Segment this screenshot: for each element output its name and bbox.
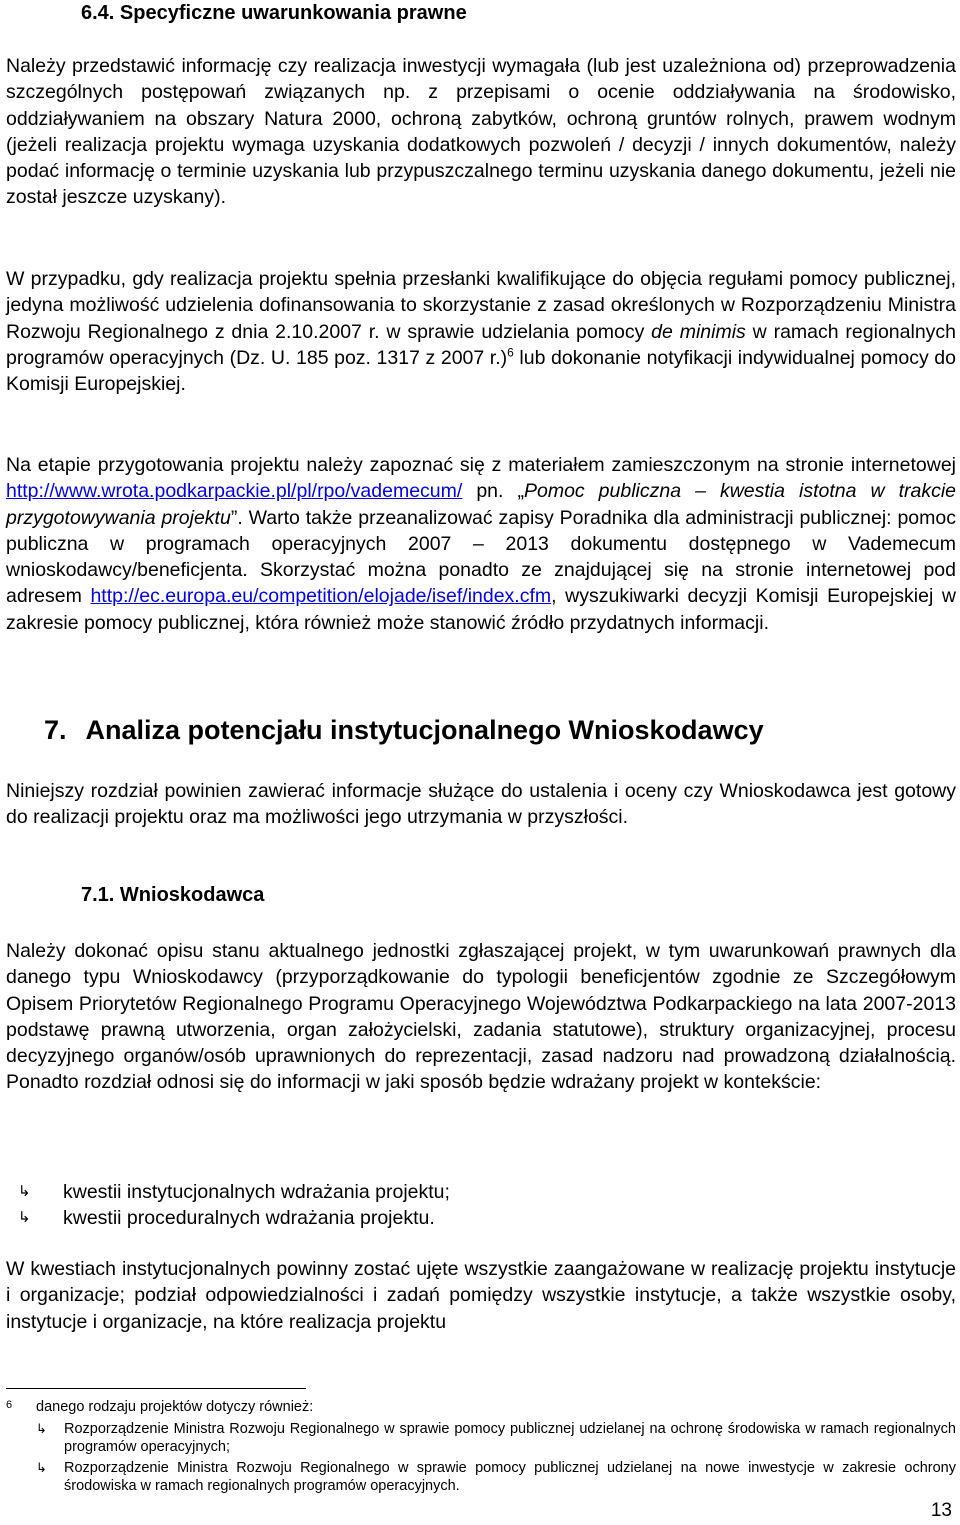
text-span: Na etapie przygotowania projektu należy zapoznać się z materiałem zamieszczonym na stronie internetowej — [6, 454, 956, 476]
section-number: 7.1. — [81, 884, 115, 906]
footnote-item-text: Rozporządzenie Ministra Rozwoju Regionalnego w sprawie pomocy publicznej udzielanej na ochronę środowiska w ramach regionalnych programów operacyjnych; — [64, 1421, 956, 1456]
section-heading-7 — [44, 715, 764, 746]
footnote-item-text: Rozporządzenie Ministra Rozwoju Regionalnego w sprawie pomocy publicznej udzielanej na nowe inwestycje w zakresie ochrony środowiska w ramach regionalnych programów operacyjnych. — [64, 1459, 956, 1494]
footnote-item — [36, 1420, 956, 1457]
text-span: W przypadku, gdy realizacja projektu spełnia przesłanki kwalifikujące do objęcia regułami pomocy publicznej, jedyna możliwość udzielenia dofinansowania to skorzystanie z zasad określonych w Rozporządzeniu Ministra Rozwoju Regionalnego z dnia 2.10.2007 r. w sprawie udzielania pomocy — [6, 268, 956, 343]
text-span: lub dokonanie notyfikacji indywidualnej pomocy do Komisji Europejskiej. — [6, 346, 956, 396]
section-title: Wnioskodawca — [119, 884, 265, 906]
ec-europa-link[interactable]: http://ec.europa.eu/competition/elojade/isef/index.cfm — [90, 585, 552, 608]
section-heading-7-1 — [81, 884, 264, 907]
paragraph-institutional: W kwestiach instytucjonalnych powinny zostać ujęte wszystkie zaangażowane w realizację projektu instytucje i organizacje; podział odpowiedzialności i zadań pomiędzy wszystkie instytucje, a także wszystkie osoby, instytucje i organizacje, na które realizacja projektu — [6, 1258, 956, 1333]
text-span: ”. Warto także przeanalizować zapisy Poradnika dla administracji publicznej: pomoc publiczna w programach operacyjnych 2007 – 2013 dokumentu dostępnego w Vademecum wnioskodawcy/beneficjenta. Skorzystać można ponadto ze znajdującej się na stronie internetowej pod adresem — [6, 506, 956, 608]
arrow-bullet-icon: ↳ — [18, 1183, 31, 1200]
section-heading-6-4 — [81, 2, 467, 25]
section-number: 7. — [44, 715, 67, 745]
list-item — [6, 1205, 450, 1231]
paragraph-state-aid — [6, 266, 956, 397]
footnote-ref[interactable]: 6 — [507, 345, 514, 360]
paragraph-preparation — [6, 452, 956, 636]
vademecum-link[interactable]: http://www.wrota.podkarpackie.pl/pl/rpo/vademecum/ — [6, 480, 463, 503]
footnote-list — [36, 1420, 956, 1497]
list-item-text: kwestii instytucjonalnych wdrażania projektu; — [63, 1181, 450, 1203]
text-span: , wyszukiwarki decyzji Komisji Europejskiej w zakresie pomocy publicznej, która również może stanowić źródło przydatnych informacji. — [6, 585, 956, 634]
arrow-bullet-icon: ↳ — [36, 1421, 47, 1436]
text-span: w ramach regionalnych programów operacyjnych (Dz. U. 185 poz. 1317 z 2007 r.) — [6, 320, 957, 369]
arrow-bullet-icon: ↳ — [18, 1209, 31, 1227]
footnote-divider — [6, 1388, 306, 1389]
section-title: Analiza potencjału instytucjonalnego Wnioskodawcy — [85, 715, 764, 745]
paragraph-legal-conditions: Należy przedstawić informację czy realizacja inwestycji wymagała (lub jest uzależniona od) przeprowadzenia szczególnych postępowań związanych np. z przepisami o ocenie oddziaływania na środowisko, oddziaływaniem na obszary Natura 2000, ochroną zabytków, ochroną gruntów rolnych, prawem wodnym (jeżeli realizacja projektu wymaga uzyskania dodatkowych pozwoleń / decyzji / innych dokumentów, należy podać informację o terminie uzyskania lub przypuszczalnego terminu uzyskania danego dokumentu, jeżeli nie został jeszcze uzyskany). — [6, 55, 956, 209]
section-title: Specyficzne uwarunkowania prawne — [119, 2, 467, 24]
arrow-bullet-icon: ↳ — [36, 1459, 47, 1475]
section-number: 6.4. — [81, 2, 115, 24]
list-item — [6, 1179, 450, 1205]
paragraph-applicant: Należy dokonać opisu stanu aktualnego jednostki zgłaszającej projekt, w tym uwarunkowań prawnych dla danego typu Wnioskodawcy (przyporządkowanie do typologii beneficjentów zgodnie ze Szczegółowym Opisem Priorytetów Regionalnego Programu Operacyjnego Województwa Podkarpackiego na lata 2007-2013 podstawę prawną utworzenia, organ założycielski, zadania statutowe), struktury organizacyjnej, procesu decyzyjnego organów/osób uprawnionych do reprezentacji, zasad nadzoru nad prowadzoną działalnością. Ponadto rozdział odnosi się do informacji w jaki sposób będzie wdrażany projekt w kontekście: — [6, 940, 956, 1094]
footnote-mark: 6 — [6, 1399, 13, 1411]
footnote-item — [36, 1459, 956, 1496]
footnote-head: danego rodzaju projektów dotyczy również: — [36, 1399, 314, 1415]
italic-title: Pomoc publiczna – kwestia istotna w trakcie przygotowywania projektu — [6, 480, 957, 529]
page-number: 13 — [930, 1500, 952, 1521]
italic-term: de minimis — [651, 320, 746, 343]
text-span: pn. „ — [462, 480, 524, 503]
paragraph-intro: Niniejszy rozdział powinien zawierać informacje służące do ustalenia i oceny czy Wnioskodawca jest gotowy do realizacji projektu oraz ma możliwości jego utrzymania w przyszłości. — [6, 780, 956, 829]
bullet-list — [6, 1179, 450, 1232]
list-item-text: kwestii proceduralnych wdrażania projektu. — [63, 1207, 435, 1230]
